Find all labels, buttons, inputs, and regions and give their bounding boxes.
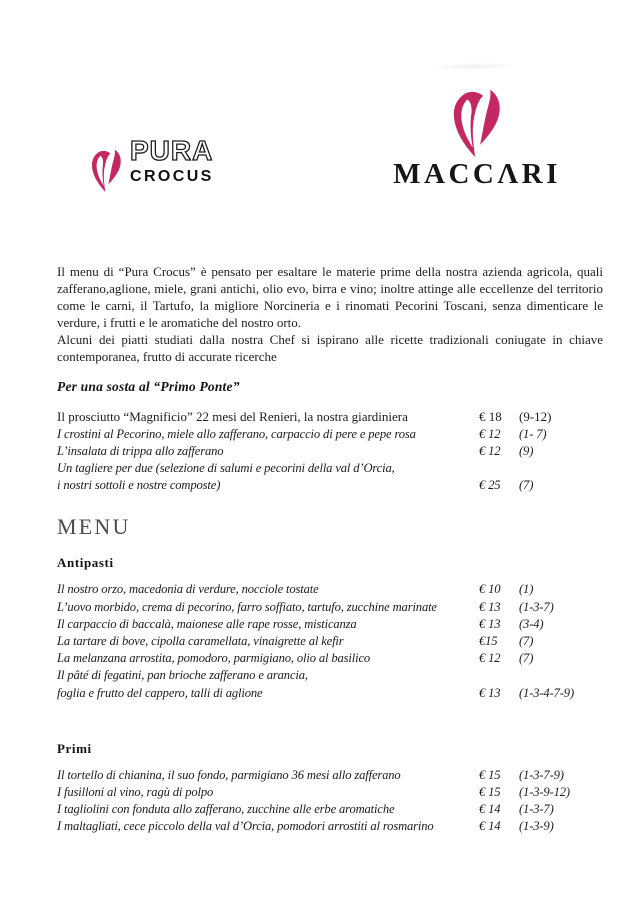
- dish-price: €15: [479, 634, 498, 649]
- dish-name: Il prosciutto “Magnificio” 22 mesi del Renieri, la nostra giardiniera: [57, 409, 408, 425]
- dish-name: foglia e frutto del cappero, talli di aglione: [57, 685, 263, 700]
- dish-name: L’insalata di trippa allo zafferano: [57, 443, 224, 458]
- primi-section-title: Primi: [57, 740, 92, 756]
- dish-allergens: (3-4): [519, 616, 544, 631]
- menu-item-row: [57, 443, 603, 460]
- dish-name: I tagliolini con fonduta allo zafferano, zucchine alle erbe aromatiche: [57, 802, 395, 817]
- dish-price: € 12: [479, 651, 501, 666]
- dish-price: [479, 460, 519, 477]
- dish-name: i nostri sottoli e nostre composte): [57, 478, 221, 493]
- sosta-section-title: Per una sosta al “Primo Ponte”: [57, 379, 240, 395]
- dish-name: I maltagliati, cece piccolo della val d’Orcia, pomodori arrostiti al rosmarino: [57, 819, 434, 834]
- dish-price: € 12: [479, 426, 501, 441]
- dish-allergens: (1): [519, 582, 534, 597]
- dish-price: € 18: [479, 409, 502, 425]
- menu-item-row: [57, 477, 603, 494]
- intro-text: [57, 264, 603, 365]
- menu-content: [57, 264, 603, 836]
- menu-item-row: [57, 784, 603, 801]
- dish-price: € 10: [479, 582, 501, 597]
- dish-name: L’uovo morbido, crema di pecorino, farro soffiato, tartufo, zucchine marinate: [57, 599, 437, 614]
- maccari-logo: [374, 88, 580, 190]
- dish-price: € 12: [479, 443, 501, 458]
- menu-item-row: [57, 460, 603, 477]
- menu-item-row: [57, 667, 603, 684]
- dish-price: € 25: [479, 478, 501, 493]
- antipasti-section-title: Antipasti: [57, 555, 114, 571]
- dish-name: Un tagliere per due (selezione di salumi e pecorini della val d’Orcia,: [57, 461, 395, 476]
- dish-price: € 13: [479, 616, 501, 631]
- dish-price: [479, 667, 519, 684]
- dish-allergens: (1-3-4-7-9): [519, 685, 574, 700]
- dish-allergens: (7): [519, 651, 534, 666]
- dish-allergens: (1-3-7): [519, 802, 554, 817]
- dish-allergens: (1-3-7-9): [519, 767, 564, 782]
- pura-crocus-logo: [90, 136, 214, 197]
- dish-allergens: (1- 7): [519, 426, 547, 441]
- dish-price: € 15: [479, 767, 501, 782]
- menu-item-row: [57, 408, 603, 425]
- menu-item-row: [57, 685, 603, 702]
- dish-price: € 14: [479, 819, 501, 834]
- crocus-flower-icon: [90, 144, 123, 197]
- crocus-text: CROCUS: [130, 168, 214, 185]
- intro-paragraph-1: Il menu di “Pura Crocus” è pensato per esaltare le materie prime della nostra azienda agricola, quali zafferano,aglione, miele, grani antichi, olio evo, birra e vino; inoltre attinge alle eccellenze del territorio come le carni, il Tartufo, la migliore Norcineria e i rinomati Pecorini Toscani, senza dimenticare le verdure, i frutti e le aromatiche del nostro orto.: [57, 264, 603, 330]
- menu-item-row: [57, 633, 603, 650]
- dish-allergens: [519, 460, 603, 477]
- maccari-wordmark: MACCΛRI: [393, 158, 561, 190]
- menu-item-row: [57, 616, 603, 633]
- menu-item-row: [57, 650, 603, 667]
- dish-allergens: (9): [519, 443, 534, 458]
- pura-text: PURA: [130, 135, 214, 166]
- menu-item-row: [57, 581, 603, 598]
- dish-allergens: (9-12): [519, 409, 552, 425]
- menu-item-row: [57, 818, 603, 835]
- dish-allergens: [519, 667, 603, 684]
- dish-allergens: (1-3-9): [519, 819, 554, 834]
- dish-name: Il carpaccio di baccalà, maionese alle rape rosse, misticanza: [57, 616, 357, 631]
- dish-price: € 13: [479, 599, 501, 614]
- dish-allergens: (1-3-7): [519, 599, 554, 614]
- dish-name: La melanzana arrostita, pomodoro, parmigiano, olio al basilico: [57, 651, 371, 666]
- scan-smudge: [428, 62, 518, 71]
- menu-heading: MENU: [57, 514, 131, 540]
- dish-name: La tartare di bove, cipolla caramellata, vinaigrette al kefir: [57, 634, 344, 649]
- pura-crocus-wordmark: [130, 136, 214, 197]
- dish-allergens: (1-3-9-12): [519, 785, 570, 800]
- dish-name: Il tortello di chianina, il suo fondo, parmigiano 36 mesi allo zafferano: [57, 767, 401, 782]
- dish-name: Il nostro orzo, macedonia di verdure, nocciole tostate: [57, 582, 319, 597]
- dish-name: I fusilloni al vino, ragù di polpo: [57, 785, 214, 800]
- crocus-flower-icon: [450, 88, 504, 158]
- menu-item-row: [57, 599, 603, 616]
- menu-item-row: [57, 801, 603, 818]
- dish-name: I crostini al Pecorino, miele allo zafferano, carpaccio di pere e pepe rosa: [57, 426, 416, 441]
- sosta-items: [57, 408, 603, 494]
- menu-item-row: [57, 767, 603, 784]
- dish-price: € 15: [479, 785, 501, 800]
- dish-allergens: (7): [519, 478, 534, 493]
- intro-paragraph-2: Alcuni dei piatti studiati dalla nostra Chef si ispirano alle ricette tradizionali coniugate in chiave contemporanea, frutto di accurate ricerche: [57, 331, 603, 364]
- primi-items: [57, 767, 603, 836]
- dish-price: € 13: [479, 685, 501, 700]
- antipasti-items: [57, 581, 603, 701]
- dish-price: € 14: [479, 802, 501, 817]
- dish-allergens: (7): [519, 634, 534, 649]
- dish-name: Il pâté di fegatini, pan brioche zafferano e arancia,: [57, 668, 308, 683]
- menu-item-row: [57, 426, 603, 443]
